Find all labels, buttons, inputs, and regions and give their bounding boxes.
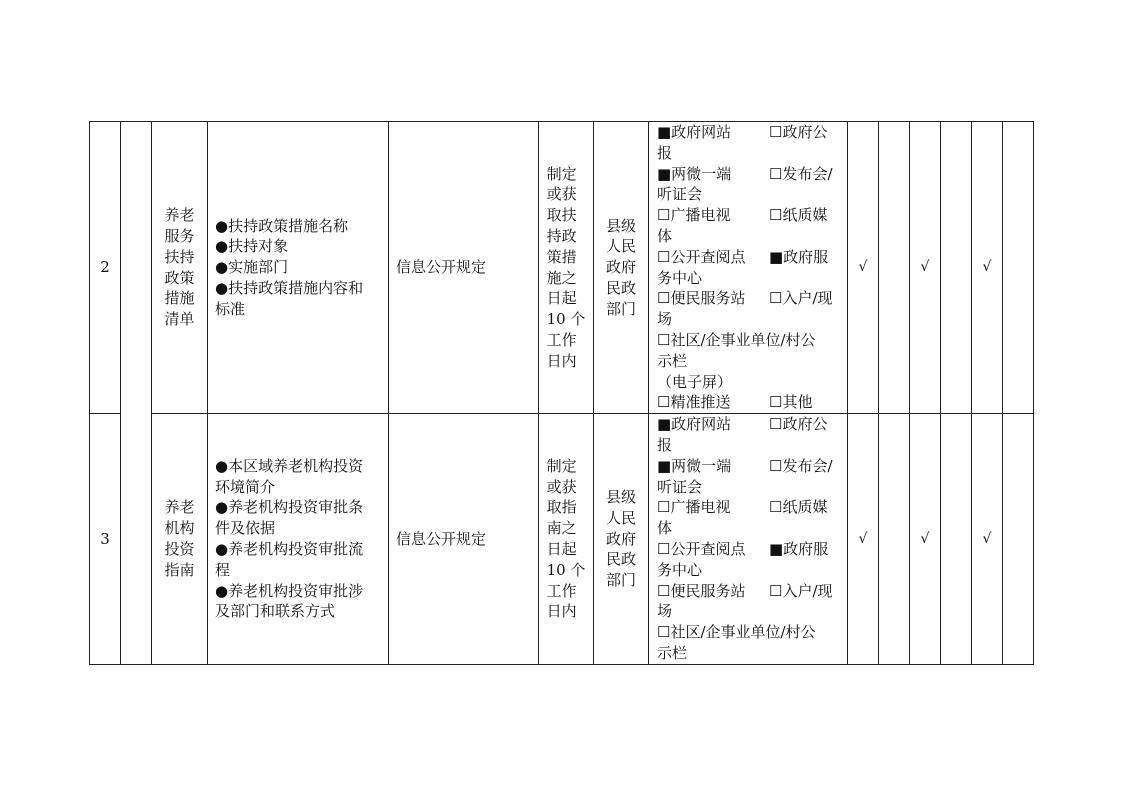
time-limit-line: 工作 [546,330,577,349]
channel-option: ☐发布会/ [769,164,833,183]
check-mark-cell [1003,122,1034,414]
content-line: ●扶持对象 [215,237,289,256]
channel-continuation: 报 [657,435,673,454]
check-mark-cell: √ [848,122,879,414]
channel-line [657,497,845,518]
disclosure-content-cell [208,122,389,414]
item-name-line: 扶持 [164,247,195,266]
time-limit-line: 日内 [546,602,577,621]
table-row [90,414,1034,665]
content-line: 及部门和联系方式 [215,602,336,621]
department-line: 人民 [605,237,636,256]
row-number: 3 [90,414,121,665]
content-line: ●扶持政策措施内容和 [215,278,364,297]
channel-option: ■政府服 [769,247,829,266]
channel-option: ■两微一端 [657,456,732,475]
check-mark-cell: √ [910,414,941,665]
legal-basis-cell: 信息公开规定 [389,122,539,414]
department-line: 县级 [605,216,636,235]
content-line: 环境简介 [215,477,276,496]
channel-option: ☐便民服务站 [657,581,746,600]
content-line: 程 [215,560,231,579]
time-limit-line: 日内 [546,351,577,370]
channel-option: ☐入户/现 [769,289,833,308]
channel-option: ☐广播电视 [657,206,731,225]
channels-cell [649,414,848,665]
time-limit-line: 10 个 [546,560,586,579]
time-limit-line: 10 个 [546,310,586,329]
content-line: 件及依据 [215,519,276,538]
channel-option: ☐发布会/ [769,456,833,475]
check-mark-cell: √ [848,414,879,665]
channel-option: ☐纸质媒 [769,498,828,517]
item-name-line: 政策 [164,268,195,287]
department-line: 人民 [605,508,636,527]
channel-option: ■政府网站 [657,415,732,434]
channel-option: ☐政府公 [769,123,828,141]
department-line: 政府 [605,258,636,277]
channels-cell [649,122,848,414]
content-line: 标准 [215,299,246,318]
channel-option: ☐社区/企事业单位/村公 [657,623,816,642]
legal-basis-cell: 信息公开规定 [389,414,539,665]
channel-line [657,164,845,185]
channel-option: ☐社区/企事业单位/村公 [657,330,816,349]
channel-continuation: 务中心 [657,268,703,287]
channel-option: ☐纸质媒 [769,206,828,225]
department-line: 民政 [605,278,636,297]
time-limit-line: 施之 [546,268,577,287]
item-name-cell [152,122,208,414]
department-line: 民政 [605,550,636,569]
channel-option: ☐政府公 [769,415,828,434]
item-name-line: 指南 [164,560,195,579]
time-limit-line: 取指 [546,498,577,517]
channel-option: ■两微一端 [657,164,732,183]
item-name-line: 服务 [164,226,195,245]
check-mark-cell [1003,414,1034,665]
time-limit-cell [539,122,594,414]
time-limit-line: 南之 [546,519,577,538]
time-limit-line: 制定 [546,164,577,183]
channel-line [657,122,845,143]
channel-continuation: 示栏 [657,643,688,662]
time-limit-line: 制定 [546,456,577,475]
check-mark-cell: √ [972,122,1003,414]
item-name-cell [152,414,208,665]
channel-line [657,288,845,309]
item-name-line: 养老 [164,498,195,517]
check-mark-cell: √ [910,122,941,414]
time-limit-line: 策措 [546,247,577,266]
time-limit-line: 取扶 [546,206,577,225]
item-name-line: 投资 [164,539,195,558]
time-limit-line: 工作 [546,581,577,600]
channel-line [657,414,845,435]
check-mark-cell [941,122,972,414]
time-limit-cell [539,414,594,665]
channel-continuation: （电子屏） [657,372,733,391]
disclosure-content-cell [208,414,389,665]
time-limit-line: 持政 [546,226,577,245]
table-row [90,122,1034,414]
item-name-line: 养老 [164,206,195,225]
item-name-line: 机构 [164,519,195,538]
item-name-line: 清单 [164,310,195,329]
channel-line [657,539,845,560]
channel-continuation: 示栏 [657,351,688,370]
channel-option: ☐入户/现 [769,581,833,600]
content-line: ●养老机构投资审批条 [215,498,364,517]
channel-continuation: 务中心 [657,560,703,579]
content-line: ●养老机构投资审批流 [215,539,364,558]
channel-continuation: 场 [657,602,673,621]
channel-option: ■政府服 [769,539,829,558]
check-mark-cell [879,414,910,665]
channel-option: ☐其他 [769,393,813,412]
merged-category-cell [121,122,152,665]
channel-line [657,581,845,602]
channel-continuation: 场 [657,310,673,329]
channel-continuation: 听证会 [657,477,703,496]
department-cell [594,122,649,414]
channel-option: ■政府网站 [657,123,732,141]
item-name-line: 措施 [164,289,195,308]
channel-option: ☐广播电视 [657,498,731,517]
channel-continuation: 听证会 [657,185,703,204]
channel-line [657,205,845,226]
channel-continuation: 体 [657,519,673,538]
channel-line [657,392,845,413]
time-limit-line: 日起 [546,539,577,558]
content-line: ●实施部门 [215,258,289,277]
channel-continuation: 报 [657,143,673,162]
disclosure-table [89,121,1034,665]
check-mark-cell: √ [972,414,1003,665]
channel-line [657,247,845,268]
channel-option: ☐公开查阅点 [657,247,746,266]
check-mark-cell [879,122,910,414]
department-line: 部门 [605,299,636,318]
channel-option: ☐公开查阅点 [657,539,746,558]
time-limit-line: 或获 [546,477,577,496]
content-line: ●养老机构投资审批涉 [215,581,364,600]
channel-continuation: 体 [657,226,673,245]
row-number: 2 [90,122,121,414]
time-limit-line: 或获 [546,185,577,204]
department-cell [594,414,649,665]
channel-line [657,456,845,477]
content-line: ●本区域养老机构投资 [215,456,364,475]
department-line: 政府 [605,529,636,548]
channel-option: ☐便民服务站 [657,289,746,308]
check-mark-cell [941,414,972,665]
channel-option: ☐精准推送 [657,393,731,412]
department-line: 部门 [605,571,636,590]
time-limit-line: 日起 [546,289,577,308]
content-line: ●扶持政策措施名称 [215,216,349,235]
department-line: 县级 [605,487,636,506]
